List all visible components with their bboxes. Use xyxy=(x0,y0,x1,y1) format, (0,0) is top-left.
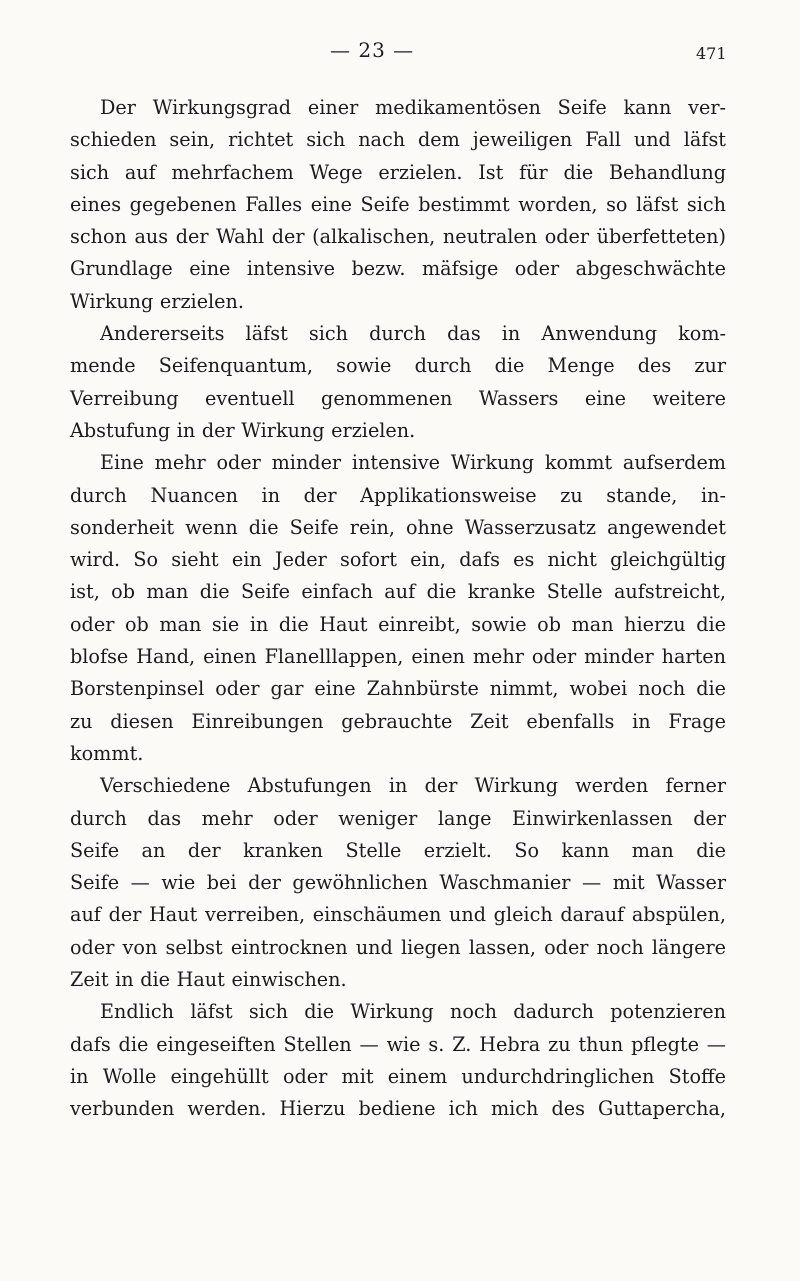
text-line: dafs die eingeseiften Stellen — wie s. Z. Hebra zu thun pflegte — xyxy=(70,1032,726,1056)
text-line: kommt. xyxy=(70,741,144,765)
text-line: verbunden werden. Hierzu bediene ich mich des Guttapercha, xyxy=(70,1097,726,1121)
body-text xyxy=(70,92,726,1126)
text-line: Wirkung erzielen. xyxy=(70,289,244,313)
text-line: Abstufung in der Wirkung erzielen. xyxy=(70,418,416,442)
text-line: Seife — wie bei der gewöhnlichen Waschmanier — mit Wasser xyxy=(70,871,726,895)
text-line: Andererseits läfst sich durch das in Anwendung kom- xyxy=(100,322,726,346)
text-line: oder ob man sie in die Haut einreibt, sowie ob man hierzu die xyxy=(70,612,726,636)
text-line: Borstenpinsel oder gar eine Zahnbürste nimmt, wobei noch die xyxy=(70,677,726,701)
text-line: Eine mehr oder minder intensive Wirkung kommt aufserdem xyxy=(100,451,726,475)
text-line: Verschiedene Abstufungen in der Wirkung werden ferner xyxy=(100,774,726,798)
page-number-sub: — 23 — xyxy=(330,38,415,62)
text-line: eines gegebenen Falles eine Seife bestimmt worden, so läfst sich xyxy=(70,192,726,216)
text-line: Zeit in die Haut einwischen. xyxy=(70,968,347,992)
text-line: Grundlage eine intensive bezw. mäfsige oder abgeschwächte xyxy=(70,257,726,281)
page-header xyxy=(0,38,800,78)
text-line: sonderheit wenn die Seife rein, ohne Wasserzusatz angewendet xyxy=(70,515,726,539)
text-line: mende Seifenquantum, sowie durch die Menge des zur xyxy=(70,354,726,378)
text-line: durch das mehr oder weniger lange Einwirkenlassen der xyxy=(70,806,726,830)
text-line: Der Wirkungsgrad einer medikamentösen Seife kann ver- xyxy=(100,96,726,119)
text-line: Endlich läfst sich die Wirkung noch dadurch potenzieren xyxy=(100,1000,726,1024)
text-line: sich auf mehrfachem Wege erzielen. Ist für die Behandlung xyxy=(70,160,726,184)
text-line: Verreibung eventuell genommenen Wassers eine weitere xyxy=(70,386,726,410)
text-line: schon aus der Wahl der (alkalischen, neutralen oder überfetteten) xyxy=(70,225,726,249)
text-line: wird. So sieht ein Jeder sofort ein, dafs es nicht gleichgültig xyxy=(70,548,726,572)
text-line: in Wolle eingehüllt oder mit einem undurchdringlichen Stoffe xyxy=(70,1064,726,1088)
text-line: ist, ob man die Seife einfach auf die kranke Stelle aufstreicht, xyxy=(70,580,726,604)
text-line: schieden sein, richtet sich nach dem jeweiligen Fall und läfst xyxy=(70,128,726,152)
text-line: blofse Hand, einen Flanelllappen, einen mehr oder minder harten xyxy=(70,645,726,669)
page-number-main: 471 xyxy=(696,44,727,63)
text-line: durch Nuancen in der Applikationsweise zu stande, in- xyxy=(70,483,726,507)
text-line: Seife an der kranken Stelle erzielt. So kann man die xyxy=(70,838,726,862)
text-line: zu diesen Einreibungen gebrauchte Zeit ebenfalls in Frage xyxy=(70,709,726,733)
text-line: auf der Haut verreiben, einschäumen und gleich darauf abspülen, xyxy=(70,903,726,927)
text-line: oder von selbst eintrocknen und liegen lassen, oder noch längere xyxy=(70,935,726,959)
